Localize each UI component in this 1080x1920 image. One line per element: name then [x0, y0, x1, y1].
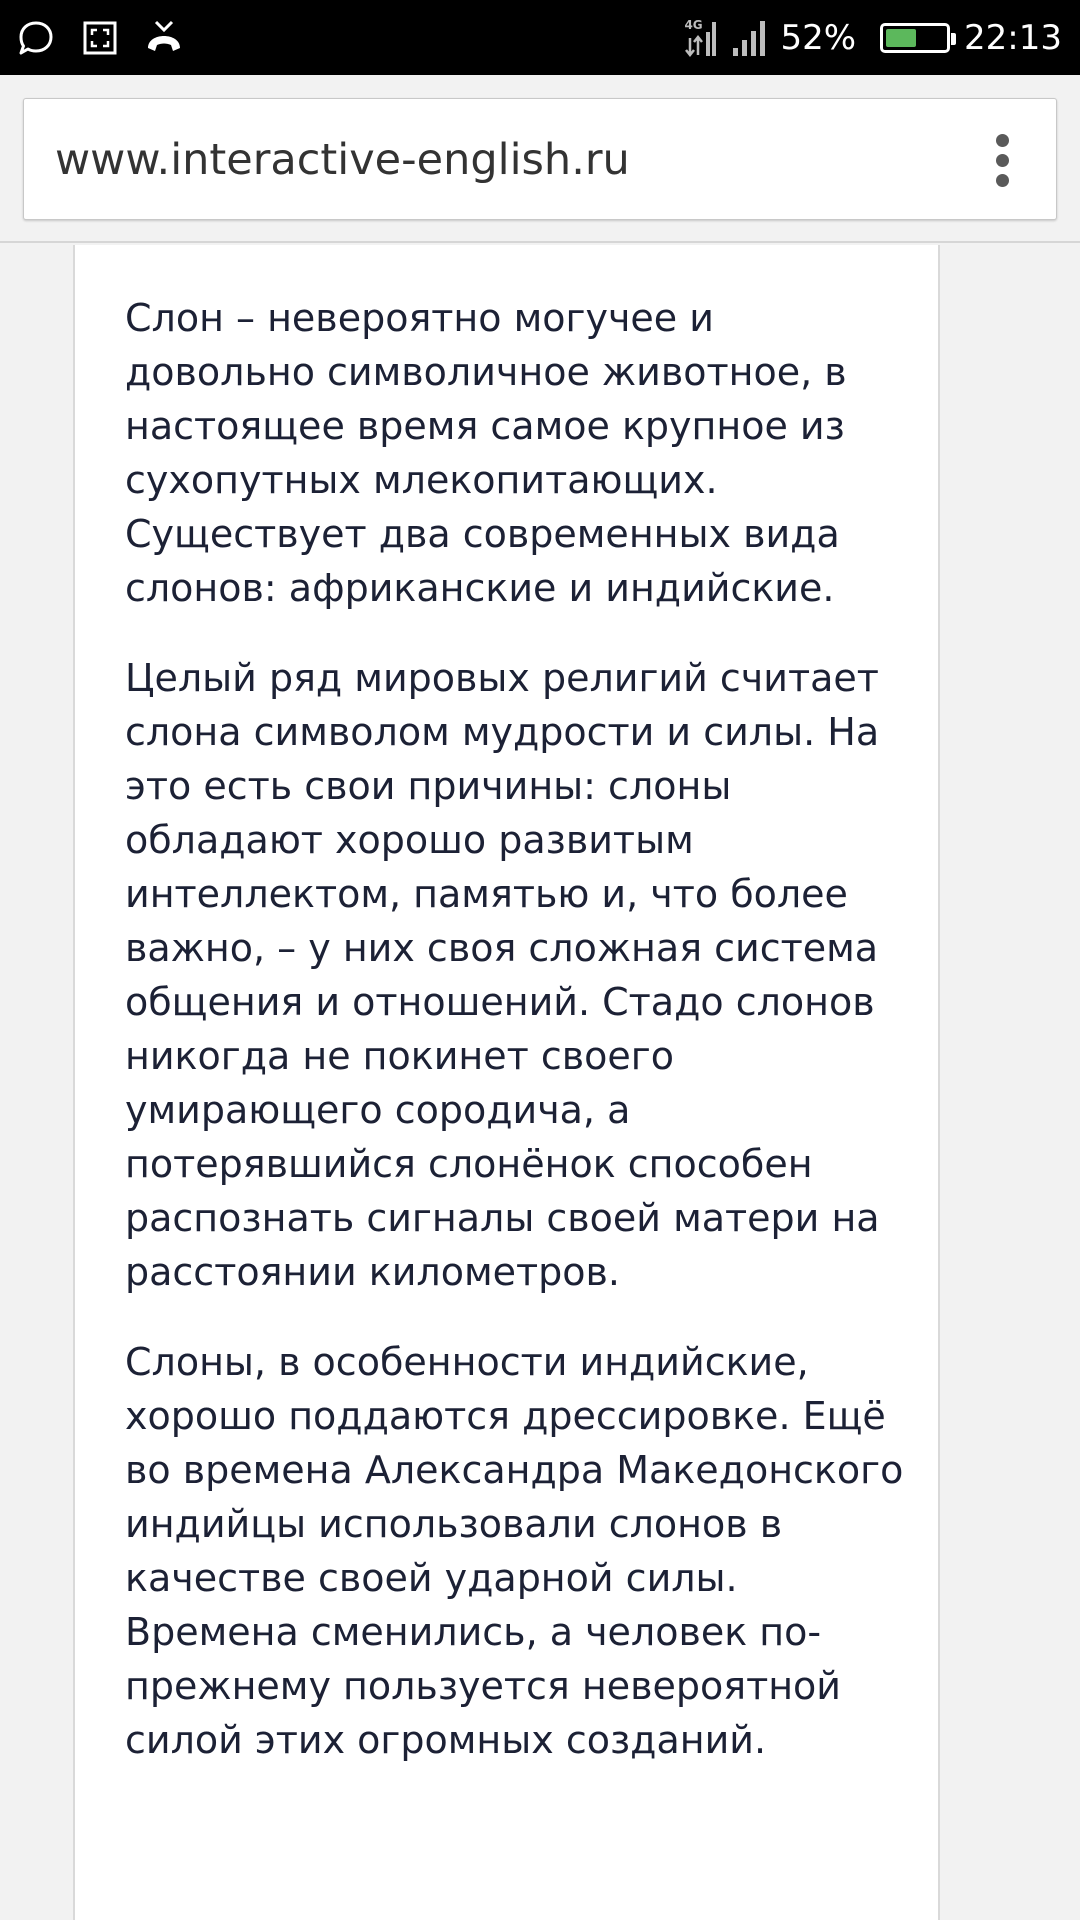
signal-strength-icon — [732, 18, 766, 58]
web-page[interactable] — [0, 245, 1080, 1920]
overflow-menu-button[interactable] — [960, 118, 1044, 202]
article-body — [125, 291, 915, 1803]
status-bar — [0, 0, 1080, 75]
url-text[interactable]: www.interactive-english.ru — [55, 135, 630, 185]
network-4g-icon — [684, 18, 718, 58]
menu-dot — [996, 134, 1009, 147]
battery-icon — [880, 23, 950, 53]
browser-toolbar — [0, 75, 1080, 243]
address-bar[interactable] — [23, 98, 1057, 220]
system-indicators — [684, 0, 1062, 75]
battery-level-fill — [886, 29, 916, 47]
notification-icons — [16, 16, 184, 60]
article-paragraph: Целый ряд мировых религий считает слона символом мудрости и силы. На это есть свои причины: слоны обладают хорошо развитым интеллектом, памятью и, что более важно, – у них своя сложная система общения и отношений. Стадо слонов никогда не покинет своего умирающего сородича, а потерявшийся слонёнок способен распознать сигналы своей матери на расстоянии километров. — [125, 656, 880, 1294]
screenshot-frame-icon — [80, 18, 120, 58]
battery-percent: 52% — [780, 17, 857, 58]
clock: 22:13 — [964, 17, 1062, 58]
article-paragraph: Слон – невероятно могучее и довольно символичное животное, в настоящее время самое крупное из сухопутных млекопитающих. Существует два современных вида слонов: африканские и индийские. — [125, 296, 847, 610]
network-type-label: 4G — [684, 17, 703, 32]
menu-dot — [996, 174, 1009, 187]
article-paragraph: Слоны, в особенности индийские, хорошо поддаются дрессировке. Ещё во времена Александра Македонского индийцы использовали слонов в качестве своей ударной силы. Времена сменились, а человек по-прежнему пользуется невероятной силой этих огромных созданий. — [125, 1340, 904, 1762]
menu-dot — [996, 154, 1009, 167]
article-card — [73, 245, 940, 1920]
missed-call-icon — [144, 18, 184, 58]
chat-bubble-icon — [16, 18, 56, 58]
